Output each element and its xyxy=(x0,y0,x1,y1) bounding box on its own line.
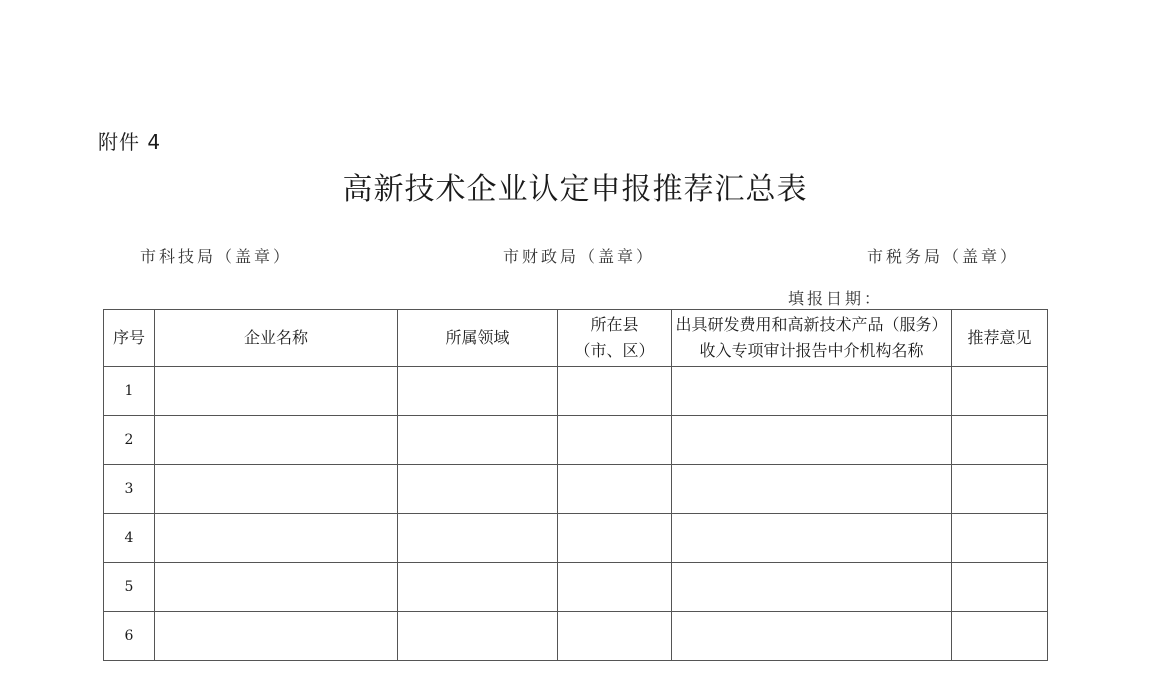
table-row xyxy=(104,416,1048,465)
company-name-cell[interactable] xyxy=(155,416,398,465)
opinion-cell[interactable] xyxy=(952,514,1048,563)
header-county-line1: 所在县 xyxy=(590,315,639,334)
field-cell[interactable] xyxy=(398,465,558,514)
county-cell[interactable] xyxy=(558,465,672,514)
header-audit-agency-line2: 收入专项审计报告中介机构名称 xyxy=(699,341,924,360)
row-seq: 4 xyxy=(104,514,155,563)
company-name-cell[interactable] xyxy=(155,612,398,661)
field-cell[interactable] xyxy=(398,416,558,465)
opinion-cell[interactable] xyxy=(952,563,1048,612)
field-cell[interactable] xyxy=(398,367,558,416)
row-seq: 6 xyxy=(104,612,155,661)
audit-agency-cell[interactable] xyxy=(672,514,952,563)
county-cell[interactable] xyxy=(558,514,672,563)
header-company-name: 企业名称 xyxy=(155,310,398,367)
audit-agency-cell[interactable] xyxy=(672,612,952,661)
opinion-cell[interactable] xyxy=(952,367,1048,416)
header-field: 所属领域 xyxy=(398,310,558,367)
company-name-cell[interactable] xyxy=(155,563,398,612)
county-cell[interactable] xyxy=(558,612,672,661)
county-cell[interactable] xyxy=(558,563,672,612)
attachment-label: 附件 4 xyxy=(98,130,162,154)
page-title: 高新技术企业认定申报推荐汇总表 xyxy=(342,172,808,207)
field-cell[interactable] xyxy=(398,514,558,563)
audit-agency-cell[interactable] xyxy=(672,563,952,612)
table-header-row xyxy=(104,310,1048,367)
row-seq: 1 xyxy=(104,367,155,416)
table-row xyxy=(104,367,1048,416)
header-audit-agency xyxy=(672,310,952,367)
table-row xyxy=(104,563,1048,612)
company-name-cell[interactable] xyxy=(155,465,398,514)
row-seq: 3 xyxy=(104,465,155,514)
header-county-line2: （市、区） xyxy=(574,341,655,360)
fill-date-label: 填报日期： xyxy=(788,289,884,308)
field-cell[interactable] xyxy=(398,612,558,661)
company-name-cell[interactable] xyxy=(155,367,398,416)
opinion-cell[interactable] xyxy=(952,416,1048,465)
county-cell[interactable] xyxy=(558,416,672,465)
header-audit-agency-line1: 出具研发费用和高新技术产品（服务） xyxy=(675,315,948,334)
field-cell[interactable] xyxy=(398,563,558,612)
row-seq: 5 xyxy=(104,563,155,612)
county-cell[interactable] xyxy=(558,367,672,416)
table-row xyxy=(104,465,1048,514)
recommendation-summary-table xyxy=(103,309,1048,661)
header-seq: 序号 xyxy=(104,310,155,367)
tax-bureau-stamp-label: 市税务局（盖章） xyxy=(867,247,1020,266)
table-row xyxy=(104,514,1048,563)
opinion-cell[interactable] xyxy=(952,465,1048,514)
audit-agency-cell[interactable] xyxy=(672,367,952,416)
company-name-cell[interactable] xyxy=(155,514,398,563)
table-row xyxy=(104,612,1048,661)
header-county xyxy=(558,310,672,367)
audit-agency-cell[interactable] xyxy=(672,465,952,514)
science-bureau-stamp-label: 市科技局（盖章） xyxy=(140,247,293,266)
opinion-cell[interactable] xyxy=(952,612,1048,661)
audit-agency-cell[interactable] xyxy=(672,416,952,465)
header-opinion: 推荐意见 xyxy=(952,310,1048,367)
finance-bureau-stamp-label: 市财政局（盖章） xyxy=(503,247,656,266)
row-seq: 2 xyxy=(104,416,155,465)
